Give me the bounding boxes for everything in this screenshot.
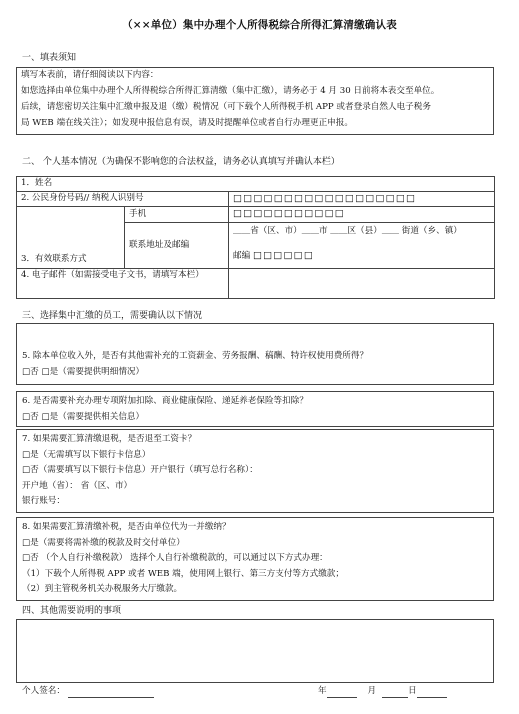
question-7-box <box>16 429 494 513</box>
id-number-boxes: □□□□□□□□□□□□□□□□□□ <box>233 192 417 204</box>
q8-way-2: （2）到主管税务机关办税服务大厅缴款。 <box>22 584 183 595</box>
date-month-line[interactable] <box>382 687 408 698</box>
contact-label: 3．有效联系方式 <box>17 207 125 269</box>
section3-heading: 三、选择集中汇缴的员工，需要确认以下情况 <box>22 311 203 321</box>
phone-label: 手机 <box>125 207 229 223</box>
postcode-row <box>233 250 490 263</box>
q7-option-no[interactable]: □否（需要填写以下银行卡信息）开户银行（填写总行名称）： <box>22 465 258 476</box>
signature-line[interactable] <box>68 687 154 698</box>
date-month-label: 月 <box>367 686 377 696</box>
postcode-boxes: □□□□□□ <box>252 249 314 261</box>
signature-label: 个人签名： <box>22 686 65 696</box>
question-8-box <box>16 517 494 601</box>
id-number-field[interactable] <box>229 191 495 207</box>
other-notes-field[interactable] <box>16 619 494 683</box>
email-field[interactable] <box>229 269 495 299</box>
section2-heading: 二、 个人基本情况（为确保不影响您的合法权益，请务必认真填写并确认本栏） <box>22 157 340 167</box>
question-6-box <box>16 391 494 427</box>
date-day-label: 日 <box>408 686 417 696</box>
notice-line-2: 如您选择由单位集中办理个人所得税综合所得汇算清缴（集中汇缴），请务必于 4 月 30 日前将本表交至单位。 <box>21 86 440 97</box>
postcode-label: 邮编 <box>233 250 251 261</box>
name-label: 1．姓名 <box>21 178 53 188</box>
notice-line-1: 填写本表前，请仔细阅读以下内容： <box>21 70 159 80</box>
q7-option-yes[interactable]: □是（无需填写以下银行卡信息） <box>22 449 151 460</box>
date-day-line[interactable] <box>417 687 447 698</box>
q5-options[interactable]: □否 □是（需要提供明细情况） <box>22 366 145 377</box>
notice-box <box>16 67 494 135</box>
address-field[interactable] <box>229 223 495 269</box>
id-label: 2. 公民身份号码// 纳税人识别号 <box>17 191 229 207</box>
q7-account[interactable]: 银行账号： <box>22 496 65 507</box>
date-row <box>318 686 447 698</box>
signature-row <box>22 686 154 698</box>
phone-boxes: □□□□□□□□□□□ <box>233 208 345 220</box>
section4-heading: 四、其他需要说明的事项 <box>22 606 122 616</box>
q6-text: 6. 是否需要补充办理专项附加扣除、商业健康保险、递延养老保险等扣除？ <box>22 396 308 406</box>
address-line: ＿＿省（区、市）＿＿市 ＿＿区（县）＿＿ 街道（乡、镇） <box>233 226 462 237</box>
q7-text: 7. 如果需要汇算清缴退税，是否退至工资卡？ <box>22 434 197 444</box>
name-row[interactable] <box>17 177 495 192</box>
q5-text: 5. 除本单位收入外，是否有其他需补充的工资薪金、劳务报酬、稿酬、特许权使用费所得？ <box>22 351 369 361</box>
q8-text: 8. 如果需要汇算清缴补税，是否由单位代为一并缴纳？ <box>22 522 231 532</box>
notice-line-3: 后续，请您密切关注集中汇缴申报及退（缴）税情况（可下载个人所得税手机 APP 或者登录自然人电子税务 <box>21 102 431 113</box>
question-5-box <box>16 323 494 385</box>
q8-way-1: （1）下载个人所得税 APP 或者 WEB 端，使用网上银行、第三方支付等方式缴款； <box>22 568 344 579</box>
email-label: 4. 电子邮件（如需接受电子文书，请填写本栏） <box>17 269 229 299</box>
basic-info-table <box>16 176 495 299</box>
q8-option-no[interactable]: □否 （个人自行补缴税款） 选择个人自行补缴税款的，可以通过以下方式办理： <box>22 553 328 564</box>
q6-options[interactable]: □否 □是（需要提供相关信息） <box>22 411 145 422</box>
form-title: （××单位）集中办理个人所得税综合所得汇算清缴确认表 <box>122 19 397 31</box>
date-year-line[interactable] <box>327 687 357 698</box>
date-year-label: 年 <box>318 686 327 696</box>
phone-field[interactable] <box>229 207 495 223</box>
q8-option-yes[interactable]: □是（需要将需补缴的税款及时交付单位） <box>22 537 185 548</box>
address-label: 联系地址及邮编 <box>125 223 229 269</box>
q7-bank-location[interactable]: 开户地（省）： 省（区、市） <box>22 480 133 491</box>
section1-heading: 一、填表须知 <box>22 53 77 63</box>
notice-line-4: 局 WEB 端在线关注）；如发现申报信息有误，请及时提醒单位或者自行办理更正申报。 <box>21 118 353 129</box>
